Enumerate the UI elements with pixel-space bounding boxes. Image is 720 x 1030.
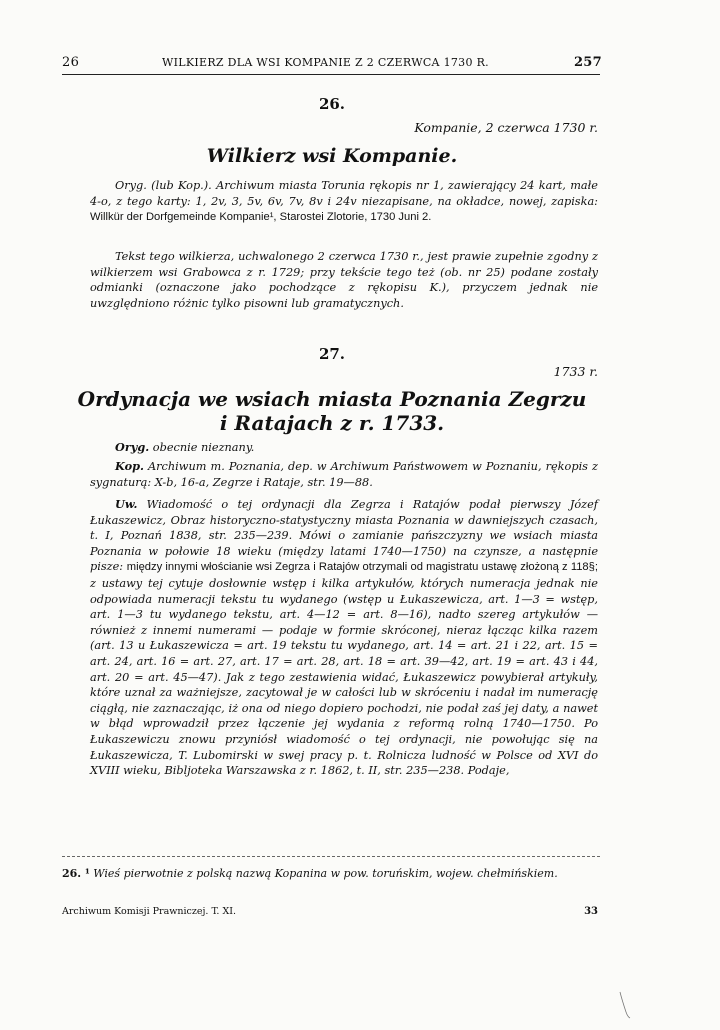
footnote-text: Wieś pierwotnie z polską nazwą Kopanina w pow. toruńskim, wojew. chełmińskiem.	[89, 867, 558, 880]
section-27-oryg	[90, 440, 598, 456]
section-27-title-line2: i Ratajach z r. 1733.	[219, 411, 445, 435]
footnote-rule	[62, 856, 600, 857]
uw-text-a: Wiadomość o tej ordynacji dla Zegrza i Ratajów podał pierwszy Józef Łukaszewicz, Obraz historyczno-statystyczny miasta Poznania w dawniejszych czasach, t. I, Poznań 1838, str. 235—239. Mówi o zamianie pańszczyzny we wsiach miasta Poznania w połowie 18 wieku (między latami 1740—1750) na czynsze, a następnie pisze:	[90, 498, 598, 574]
footnote-label: 26. ¹	[62, 867, 90, 880]
page-number-right: 257	[573, 55, 602, 70]
source-description: (lub Kop.). Archiwum miasta Torunia rękopis nr 1, zawierający 24 kart, małe 4-o, z tego karty: 1, 2v, 3, 5v, 6v, 7v, 8v i 24v niezapisane, na okładce, nowej, zapiska:	[90, 179, 598, 208]
uw-text-b: z ustawy tej cytuje dosłownie wstęp i kilka artykułów, których numeracja jednak nie odpowiada numeracji tekstu tu wydanego (wstęp u Łukaszewicza, art. 1—3 = wstęp, art. 1—3 tu wydanego tekstu, art. 4—12 = art. 8—16), nadto szereg artykułów — również z innemi numerami — podaje w formie skróconej, nieraz łącząc kilka razem (art. 13 u Łukaszewicza = art. 19 tekstu tu wydanego, art. 14 = art. 21 i 22, art. 15 = art. 24, art. 16 = art. 27, art. 17 = art. 28, art. 18 = art. 39—42, art. 19 = art. 43 i 44, art. 20 = art. 45—47). Jak z tego zestawienia widać, Łukaszewicz powybierał artykuły, które uznał za ważniejsze, zacytował je w całości lub w skróceniu i nadał im numerację ciągłą, nie zaznaczając, iż ona od niego dopiero pochodzi, nie podał zaś jej daty, a nawet w błąd wprowadził przez łączenie jej wydania z reformą rolną 1740—1750. Po Łukaszewiczu znowu przyniósł wiadomość o tej ordynacji, nie powołując się na Łukaszewicza, T. Lubomirski w swej pracy p. t. Rolnicza ludność w Polsce od XVI do XVIII wieku, Bibljoteka Warszawska z r. 1862, t. II, str. 235—238. Podaje,	[90, 576, 598, 778]
oryg-text-27: obecnie nieznany.	[149, 441, 255, 454]
section-26-number: 26.	[318, 95, 346, 113]
section-26-remark: Tekst tego wilkierza, uchwalonego 2 czerwca 1730 r., jest prawie zupełnie zgodny z wilkierzem wsi Grabowca z r. 1729; przy tekście tego też (ob. nr 25) podane zostały odmianki (oznaczone jako pochodzące z rękopisu K.), przyczem jednak nie uwzględniono różnic tylko pisowni lub gramatycznych.	[90, 250, 598, 310]
section-27-date: 1733 r.	[553, 364, 598, 379]
uw-label: Uw.	[115, 497, 138, 511]
running-header	[62, 55, 602, 75]
footnote	[62, 866, 600, 881]
section-26-date: Kompanie, 2 czerwca 1730 r.	[414, 120, 598, 135]
source-note-plain: Willkür der Dorfgemeinde Kompanie¹, Starostei Zlotorie, 1730 Juni 2.	[90, 211, 432, 224]
footer-sheet-number: 33	[584, 906, 598, 917]
oryg-label: Oryg.	[115, 179, 147, 192]
section-27-number: 27.	[318, 345, 346, 363]
section-27-uw	[90, 497, 598, 779]
section-27-title-line1: Ordynacja we wsiach miasta Poznania Zegrzu	[77, 387, 587, 411]
page-number-left: 26	[62, 55, 80, 70]
oryg-label-27: Oryg.	[115, 440, 150, 454]
kop-label: Kop.	[115, 459, 144, 473]
uw-plain: między innymi włościanie wsi Zegrza i Ratajów otrzymali od magistratu ustawę złożoną z 118§;	[126, 561, 598, 574]
header-rule	[62, 74, 600, 75]
kop-text: Archiwum m. Poznania, dep. w Archiwum Państwowem w Poznaniu, rękopis z sygnaturą: X-b, 16-a, Zegrze i Rataje, str. 19—88.	[90, 460, 598, 489]
section-26-title: Wilkierz wsi Kompanie.	[206, 145, 458, 167]
margin-mark	[616, 990, 636, 1020]
section-27-kop	[90, 459, 598, 490]
section-26-source	[90, 178, 598, 226]
running-title: WILKIERZ DLA WSI KOMPANIE Z 2 CZERWCA 1730 R.	[162, 56, 489, 69]
footer-signature: Archiwum Komisji Prawniczej. T. XI.	[62, 906, 236, 917]
